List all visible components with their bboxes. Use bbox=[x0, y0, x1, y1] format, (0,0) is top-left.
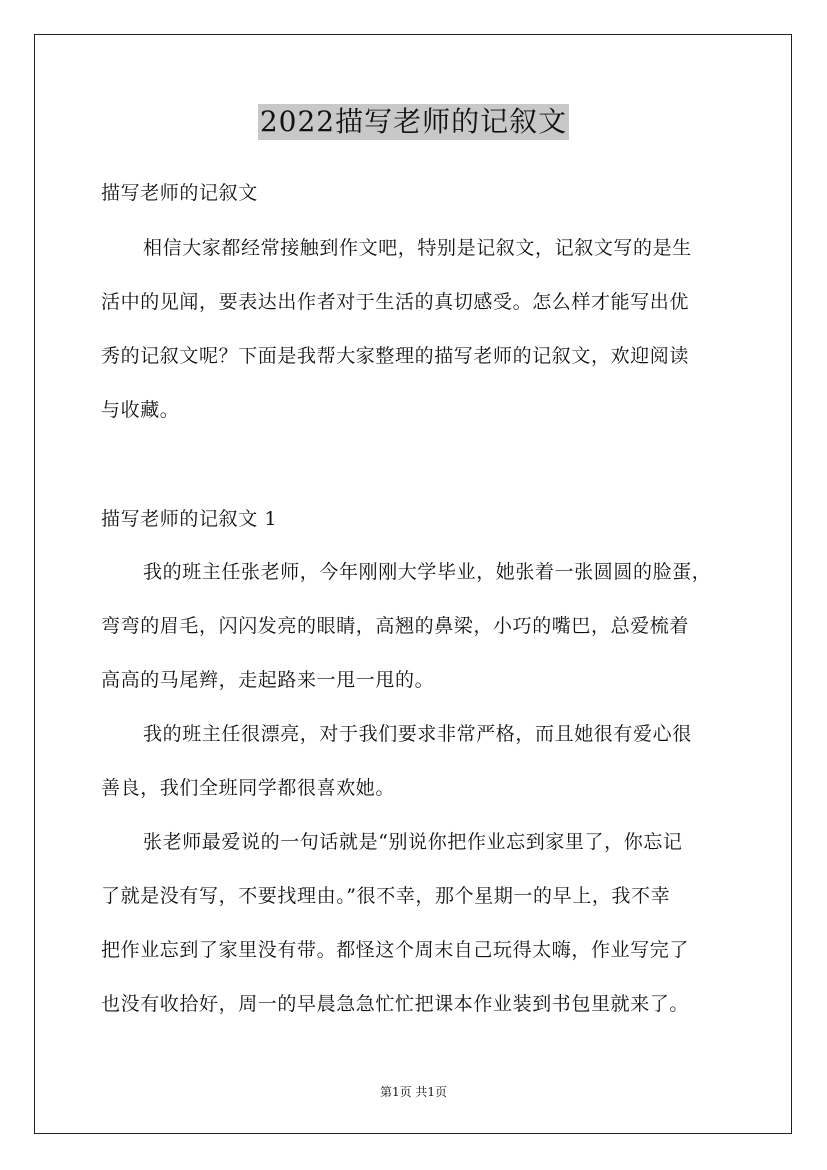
paragraph-line: 了就是没有写，不要找理由。”很不幸，那个星期一的早上，我不幸 bbox=[101, 885, 671, 907]
paragraph-line: 把作业忘到了家里没有带。都怪这个周末自己玩得太嗨，作业写完了 bbox=[101, 939, 690, 961]
subtitle: 描写老师的记叙文 bbox=[101, 182, 258, 204]
intro-line: 与收藏。 bbox=[101, 399, 180, 421]
paragraph-line: 弯弯的眉毛，闪闪发亮的眼睛，高翘的鼻梁，小巧的嘴巴，总爱梳着 bbox=[101, 615, 690, 637]
page-footer: 第1页 共1页 bbox=[379, 1085, 448, 1099]
paragraph-line: 也没有收拾好，周一的早晨急急忙忙把课本作业装到书包里就来了。 bbox=[101, 993, 690, 1015]
paragraph-line: 我的班主任张老师，今年刚刚大学毕业，她张着一张圆圆的脸蛋， bbox=[143, 561, 712, 583]
paragraph-line: 善良，我们全班同学都很喜欢她。 bbox=[101, 777, 396, 799]
intro-line: 相信大家都经常接触到作文吧，特别是记叙文，记叙文写的是生 bbox=[143, 237, 692, 259]
document-title: 2022描写老师的记叙文 bbox=[259, 105, 568, 138]
section-heading: 描写老师的记叙文 1 bbox=[101, 508, 278, 530]
paragraph-line: 高高的马尾辫，走起路来一甩一甩的。 bbox=[101, 669, 435, 691]
intro-line: 活中的见闻，要表达出作者对于生活的真切感受。怎么样才能写出优 bbox=[101, 291, 690, 313]
title-container bbox=[0, 104, 827, 140]
intro-line: 秀的记叙文呢？下面是我帮大家整理的描写老师的记叙文，欢迎阅读 bbox=[101, 345, 690, 367]
paragraph-line: 我的班主任很漂亮，对于我们要求非常严格，而且她很有爱心很 bbox=[143, 723, 692, 745]
paragraph-line: 张老师最爱说的一句话就是“别说你把作业忘到家里了，你忘记 bbox=[143, 831, 683, 853]
